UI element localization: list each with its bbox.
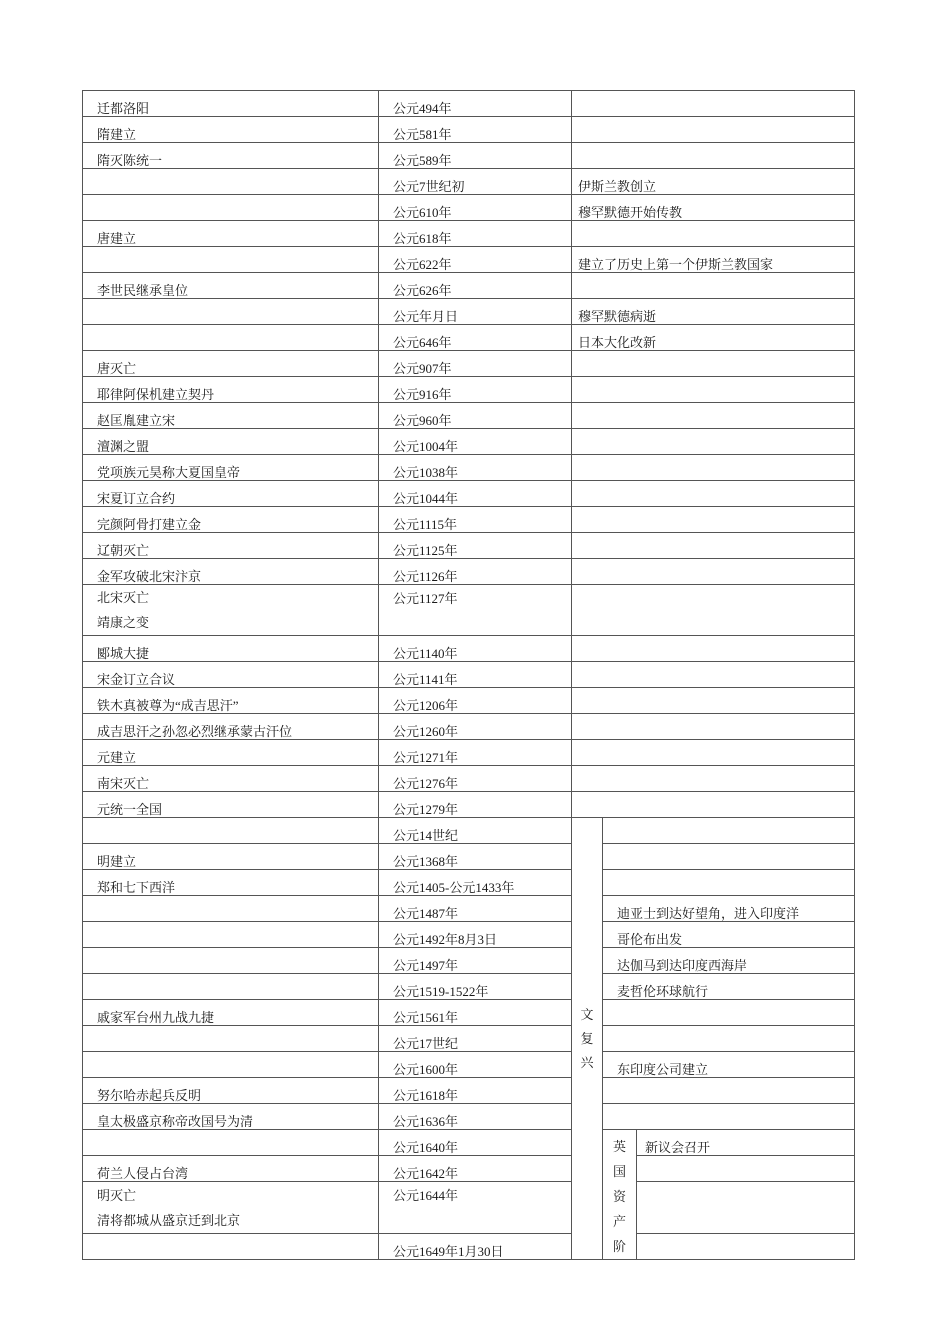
event-cell: 耶律阿保机建立契丹 bbox=[83, 377, 379, 403]
event-cell bbox=[83, 169, 379, 195]
table-row bbox=[83, 299, 855, 325]
renaissance-char: 兴 bbox=[580, 1054, 594, 1070]
note-cell: 达伽马到达印度西海岸 bbox=[603, 948, 855, 974]
renaissance-char: 文 bbox=[580, 1006, 594, 1022]
event-line: 明灭亡 bbox=[97, 1187, 137, 1203]
table-row bbox=[83, 195, 855, 221]
date-cell: 公元1618年 bbox=[379, 1078, 572, 1104]
england-char: 产 bbox=[612, 1214, 626, 1229]
table-row bbox=[83, 948, 855, 974]
event-cell: 隋灭陈统一 bbox=[83, 143, 379, 169]
date-cell: 公元494年 bbox=[379, 91, 572, 117]
note-cell: 哥伦布出发 bbox=[603, 922, 855, 948]
event-cell: 荷兰人侵占台湾 bbox=[83, 1156, 379, 1182]
table-row bbox=[83, 1182, 855, 1233]
event-cell: 唐建立 bbox=[83, 221, 379, 247]
event-cell bbox=[83, 948, 379, 974]
england-char: 阶 bbox=[612, 1239, 626, 1254]
note-cell bbox=[572, 559, 855, 585]
event-cell: 澶渊之盟 bbox=[83, 429, 379, 455]
date-cell: 公元1368年 bbox=[379, 844, 572, 870]
date-cell: 公元1206年 bbox=[379, 688, 572, 714]
event-cell: 完颜阿骨打建立金 bbox=[83, 507, 379, 533]
table-row bbox=[83, 818, 855, 844]
table-row bbox=[83, 1052, 855, 1078]
event-cell bbox=[83, 1026, 379, 1052]
note-cell bbox=[572, 455, 855, 481]
table-row bbox=[83, 1130, 855, 1156]
event-cell: 金军攻破北宋汴京 bbox=[83, 559, 379, 585]
event-cell: 隋建立 bbox=[83, 117, 379, 143]
event-cell: 元建立 bbox=[83, 740, 379, 766]
note-cell bbox=[572, 533, 855, 559]
date-cell: 公元581年 bbox=[379, 117, 572, 143]
event-cell bbox=[83, 1182, 379, 1233]
note-cell bbox=[572, 740, 855, 766]
date-cell: 公元1492年8月3日 bbox=[379, 922, 572, 948]
table-row bbox=[83, 429, 855, 455]
event-cell bbox=[83, 974, 379, 1000]
table-row bbox=[83, 1233, 855, 1259]
date-cell: 公元1115年 bbox=[379, 507, 572, 533]
event-cell: 南宋灭亡 bbox=[83, 766, 379, 792]
note-cell: 建立了历史上第一个伊斯兰教国家 bbox=[572, 247, 855, 273]
note-cell bbox=[572, 143, 855, 169]
event-cell: 宋金订立合议 bbox=[83, 662, 379, 688]
note-cell bbox=[603, 844, 855, 870]
table-row bbox=[83, 221, 855, 247]
date-cell: 公元1644年 bbox=[379, 1182, 572, 1233]
date-cell: 公元1044年 bbox=[379, 481, 572, 507]
table-row bbox=[83, 766, 855, 792]
table-row bbox=[83, 974, 855, 1000]
date-cell: 公元1497年 bbox=[379, 948, 572, 974]
date-cell: 公元1260年 bbox=[379, 714, 572, 740]
event-cell bbox=[83, 1233, 379, 1259]
date-cell: 公元916年 bbox=[379, 377, 572, 403]
event-cell: 郾城大捷 bbox=[83, 636, 379, 662]
date-cell: 公元610年 bbox=[379, 195, 572, 221]
table-row bbox=[83, 922, 855, 948]
table-row bbox=[83, 169, 855, 195]
renaissance-label-tail bbox=[637, 1233, 855, 1259]
event-cell: 元统一全国 bbox=[83, 792, 379, 818]
history-timeline-table bbox=[82, 90, 855, 1260]
note-cell bbox=[603, 1078, 855, 1104]
note-cell bbox=[603, 870, 855, 896]
table-row bbox=[83, 585, 855, 636]
event-cell: 成吉思汗之孙忽必烈继承蒙古汗位 bbox=[83, 714, 379, 740]
note-cell: 麦哲伦环球航行 bbox=[603, 974, 855, 1000]
date-cell: 公元1561年 bbox=[379, 1000, 572, 1026]
date-cell: 公元1636年 bbox=[379, 1104, 572, 1130]
date-cell: 公元1271年 bbox=[379, 740, 572, 766]
date-cell: 公元1649年1月30日 bbox=[379, 1233, 572, 1259]
table-row bbox=[83, 377, 855, 403]
event-line: 靖康之变 bbox=[97, 615, 150, 630]
note-cell: 伊斯兰教创立 bbox=[572, 169, 855, 195]
date-cell: 公元年月日 bbox=[379, 299, 572, 325]
date-cell: 公元622年 bbox=[379, 247, 572, 273]
table-row bbox=[83, 91, 855, 117]
date-cell: 公元646年 bbox=[379, 325, 572, 351]
england-char: 资 bbox=[612, 1189, 626, 1204]
event-cell bbox=[83, 585, 379, 636]
event-cell bbox=[83, 922, 379, 948]
note-cell bbox=[603, 1104, 855, 1130]
date-cell: 公元1519-1522年 bbox=[379, 974, 572, 1000]
table-row bbox=[83, 688, 855, 714]
note-cell bbox=[572, 662, 855, 688]
date-cell: 公元1038年 bbox=[379, 455, 572, 481]
note-cell bbox=[572, 429, 855, 455]
event-cell: 辽朝灭亡 bbox=[83, 533, 379, 559]
date-cell: 公元1125年 bbox=[379, 533, 572, 559]
event-cell bbox=[83, 325, 379, 351]
renaissance-char: 复 bbox=[580, 1030, 594, 1046]
note-cell bbox=[572, 377, 855, 403]
note-cell: 迪亚士到达好望角，进入印度洋 bbox=[603, 896, 855, 922]
date-cell: 公元1140年 bbox=[379, 636, 572, 662]
event-cell: 迁都洛阳 bbox=[83, 91, 379, 117]
date-cell: 公元907年 bbox=[379, 351, 572, 377]
note-cell bbox=[572, 273, 855, 299]
table-row bbox=[83, 1104, 855, 1130]
note-cell bbox=[603, 1000, 855, 1026]
renaissance-label bbox=[572, 818, 603, 1260]
event-cell: 党项族元昊称大夏国皇帝 bbox=[83, 455, 379, 481]
note-cell bbox=[572, 766, 855, 792]
england-char: 国 bbox=[612, 1164, 626, 1179]
note-cell bbox=[572, 221, 855, 247]
note-cell bbox=[572, 351, 855, 377]
event-cell: 李世民继承皇位 bbox=[83, 273, 379, 299]
event-cell bbox=[83, 1130, 379, 1156]
event-cell bbox=[83, 1052, 379, 1078]
note-cell bbox=[603, 1026, 855, 1052]
date-cell: 公元17世纪 bbox=[379, 1026, 572, 1052]
table-row bbox=[83, 792, 855, 818]
england-char: 英 bbox=[612, 1139, 626, 1154]
date-cell: 公元1276年 bbox=[379, 766, 572, 792]
date-cell: 公元14世纪 bbox=[379, 818, 572, 844]
event-cell: 赵匡胤建立宋 bbox=[83, 403, 379, 429]
event-cell: 努尔哈赤起兵反明 bbox=[83, 1078, 379, 1104]
date-cell: 公元1004年 bbox=[379, 429, 572, 455]
note-cell bbox=[572, 91, 855, 117]
date-cell: 公元1640年 bbox=[379, 1130, 572, 1156]
event-cell: 皇太极盛京称帝改国号为清 bbox=[83, 1104, 379, 1130]
table-row bbox=[83, 636, 855, 662]
date-cell: 公元1126年 bbox=[379, 559, 572, 585]
table-row bbox=[83, 1078, 855, 1104]
note-cell bbox=[637, 1182, 855, 1233]
table-row bbox=[83, 273, 855, 299]
note-cell bbox=[572, 585, 855, 636]
table-row bbox=[83, 143, 855, 169]
date-cell: 公元626年 bbox=[379, 273, 572, 299]
table-row bbox=[83, 481, 855, 507]
table-row bbox=[83, 1026, 855, 1052]
note-cell bbox=[572, 714, 855, 740]
table-row bbox=[83, 403, 855, 429]
table-row bbox=[83, 455, 855, 481]
note-cell bbox=[572, 481, 855, 507]
date-cell: 公元1642年 bbox=[379, 1156, 572, 1182]
table-row bbox=[83, 714, 855, 740]
date-cell: 公元960年 bbox=[379, 403, 572, 429]
event-line: 清将都城从盛京迁到北京 bbox=[97, 1212, 241, 1228]
note-cell bbox=[637, 1156, 855, 1182]
table-row bbox=[83, 533, 855, 559]
event-cell bbox=[83, 195, 379, 221]
date-cell: 公元1600年 bbox=[379, 1052, 572, 1078]
note-cell: 日本大化改新 bbox=[572, 325, 855, 351]
table-row bbox=[83, 507, 855, 533]
table-row bbox=[83, 559, 855, 585]
table-row bbox=[83, 844, 855, 870]
date-cell: 公元589年 bbox=[379, 143, 572, 169]
table-row bbox=[83, 247, 855, 273]
england-bourgeois-label bbox=[603, 1130, 637, 1260]
event-line: 北宋灭亡 bbox=[97, 590, 150, 605]
note-cell bbox=[572, 403, 855, 429]
event-cell: 戚家军台州九战九捷 bbox=[83, 1000, 379, 1026]
date-cell: 公元1127年 bbox=[379, 585, 572, 636]
table-row bbox=[83, 740, 855, 766]
date-cell: 公元7世纪初 bbox=[379, 169, 572, 195]
table-row bbox=[83, 351, 855, 377]
event-cell: 宋夏订立合约 bbox=[83, 481, 379, 507]
note-cell bbox=[603, 818, 855, 844]
table-row bbox=[83, 1000, 855, 1026]
date-cell: 公元618年 bbox=[379, 221, 572, 247]
event-cell: 铁木真被尊为“成吉思汗” bbox=[83, 688, 379, 714]
note-cell bbox=[572, 636, 855, 662]
event-cell: 明建立 bbox=[83, 844, 379, 870]
event-cell bbox=[83, 896, 379, 922]
table-row bbox=[83, 1156, 855, 1182]
note-cell: 新议会召开 bbox=[637, 1130, 855, 1156]
note-cell bbox=[572, 507, 855, 533]
date-cell: 公元1487年 bbox=[379, 896, 572, 922]
date-cell: 公元1279年 bbox=[379, 792, 572, 818]
event-cell: 郑和七下西洋 bbox=[83, 870, 379, 896]
note-cell bbox=[572, 117, 855, 143]
table-row bbox=[83, 662, 855, 688]
note-cell: 穆罕默德开始传教 bbox=[572, 195, 855, 221]
note-cell: 穆罕默德病逝 bbox=[572, 299, 855, 325]
note-cell: 东印度公司建立 bbox=[603, 1052, 855, 1078]
note-cell bbox=[572, 688, 855, 714]
event-cell bbox=[83, 247, 379, 273]
date-cell: 公元1405-公元1433年 bbox=[379, 870, 572, 896]
table-row bbox=[83, 896, 855, 922]
event-cell bbox=[83, 818, 379, 844]
date-cell: 公元1141年 bbox=[379, 662, 572, 688]
event-cell bbox=[83, 299, 379, 325]
table-row bbox=[83, 325, 855, 351]
table-row bbox=[83, 870, 855, 896]
table-row bbox=[83, 117, 855, 143]
note-cell bbox=[572, 792, 855, 818]
event-cell: 唐灭亡 bbox=[83, 351, 379, 377]
